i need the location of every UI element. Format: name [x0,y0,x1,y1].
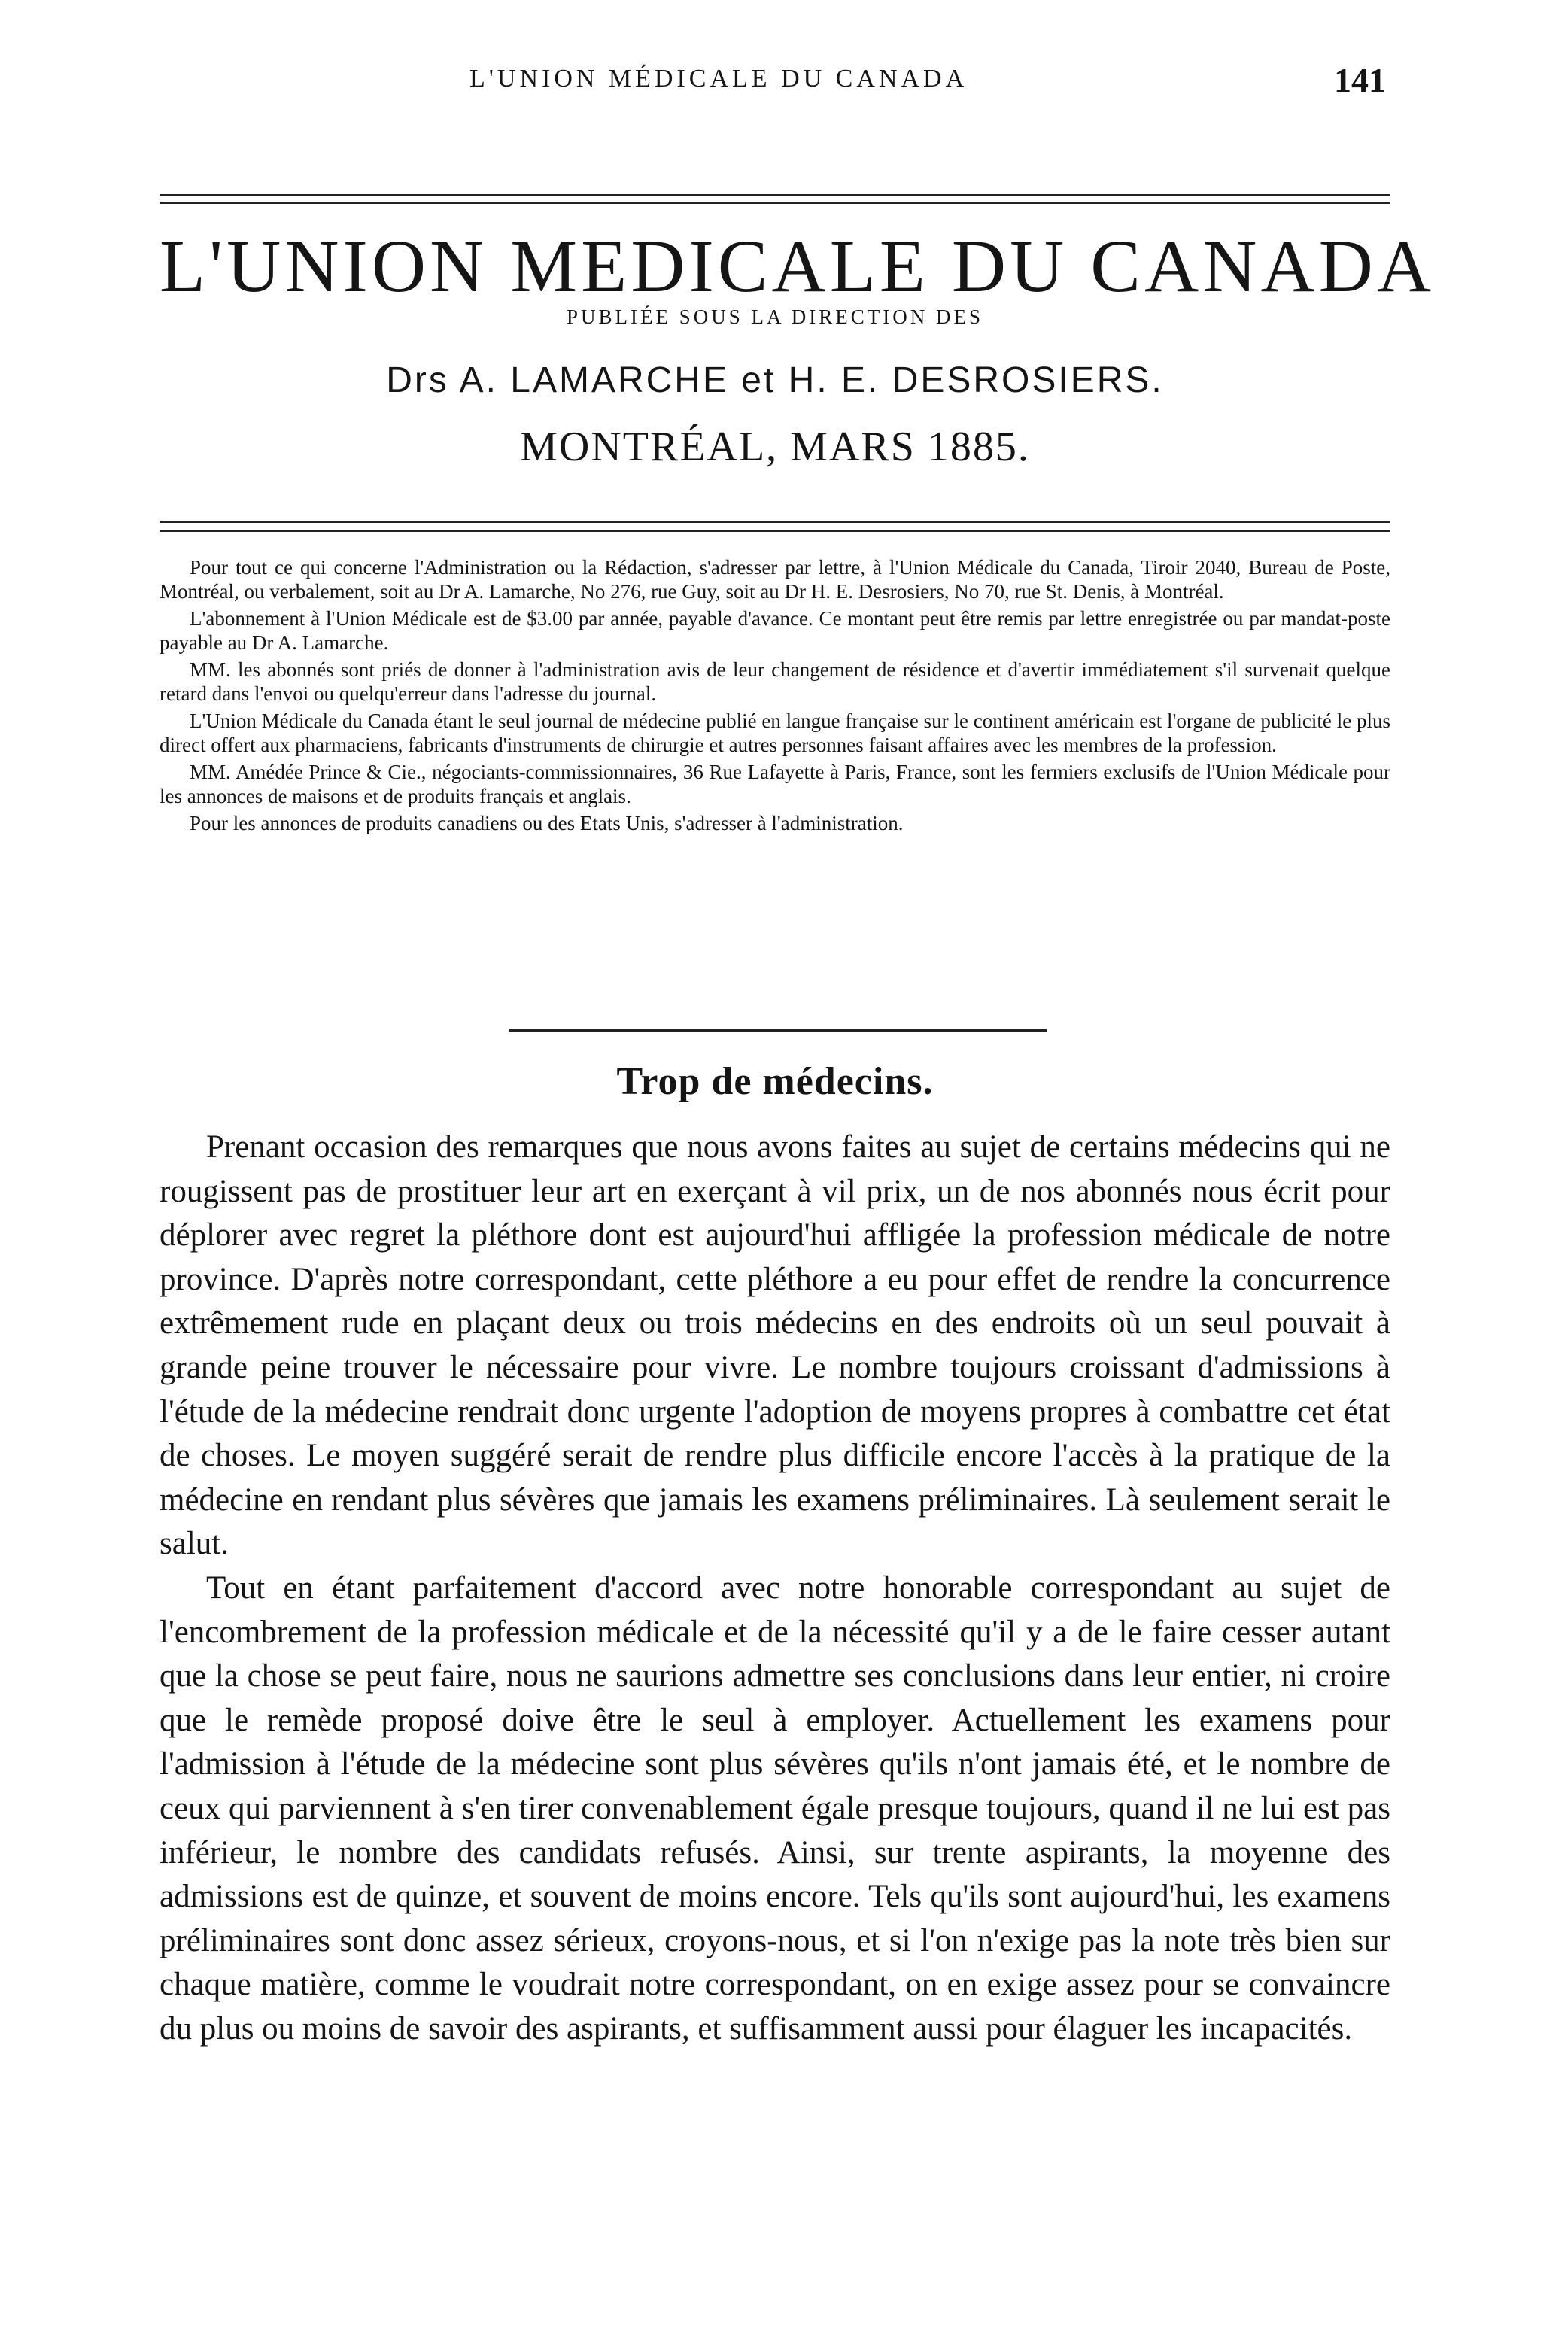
masthead-top-rule-1 [160,194,1390,196]
notice-paragraph: Pour tout ce qui concerne l'Administration ou la Rédaction, s'adresser par lettre, à l'Union Médicale du Canada, Tiroir 2040, Bureau de Poste, Montréal, ou verbalement, soit au Dr A. Lamarche, No 276, rue Guy, soit au Dr H. E. Desrosiers, No 70, rue St. Denis, à Montréal. [160,556,1390,603]
masthead-subtitle: PUBLIÉE SOUS LA DIRECTION DES [566,305,983,328]
article-body [160,1126,1390,2051]
section-divider [509,1029,1047,1032]
masthead-editors: Drs A. LAMARCHE et H. E. DESROSIERS. [386,360,1164,400]
masthead-title: L'UNION MEDICALE DU CANADA [160,224,1436,308]
notice-paragraph: MM. les abonnés sont priés de donner à l'administration avis de leur changement de résidence et d'avertir immédiatement s'il survenait quelque retard dans l'envoi ou quelqu'erreur dans l'adresse du journal. [160,658,1390,705]
notices-block [160,555,1390,838]
running-head [160,61,1390,102]
running-title: L'UNION MÉDICALE DU CANADA [469,65,968,93]
article-paragraph: Prenant occasion des remarques que nous avons faites au sujet de certains médecins qui ne rougissent pas de prostituer leur art en exerçant à vil prix, un de nos abonnés nous écrit pour déplorer avec regret la pléthore dont est aujourd'hui affligée la profession médicale de notre province. D'après notre correspondant, cette pléthore a eu pour effet de rendre la concurrence extrêmement rude en plaçant deux ou trois médecins en des endroits où un seul pouvait à grande peine trouver le nécessaire pour vivre. Le nombre toujours croissant d'admissions à l'étude de la médecine rendrait donc urgente l'adoption de moyens propres à combattre cet état de choses. Le moyen suggéré serait de rendre plus difficile encore l'accès à la pratique de la médecine en rendant plus sévères que jamais les examens préliminaires. Là seulement serait le salut. [160,1129,1390,1562]
masthead-place-date: MONTRÉAL, MARS 1885. [520,424,1030,470]
notice-paragraph: L'Union Médicale du Canada étant le seul journal de médecine publié en langue française sur le continent américain est l'organe de publicité le plus direct offert aux pharmaciens, fabricants d'instruments de chirurgie et autres personnes faisant affaires avec les membres de la profession. [160,710,1390,756]
notice-paragraph: MM. Amédée Prince & Cie., négociants-commissionnaires, 36 Rue Lafayette à Paris, France, sont les fermiers exclusifs de l'Union Médicale pour les annonces de maisons et de produits français et anglais. [160,761,1390,807]
masthead-bottom-rule-2 [160,530,1390,532]
notice-paragraph: L'abonnement à l'Union Médicale est de $3.00 par année, payable d'avance. Ce montant peut être remis par lettre enregistrée ou par mandat-poste payable au Dr A. Lamarche. [160,607,1390,654]
page-number: 141 [1334,61,1386,99]
article-paragraph: Tout en étant parfaitement d'accord avec notre honorable correspondant au sujet de l'encombrement de la profession médicale et de la nécessité qu'il y a de le faire cesser autant que la chose se peut faire, nous ne saurions admettre ses conclusions dans leur entier, ni croire que le remède proposé doive être le seul à employer. Actuellement les examens pour l'admission à l'étude de la médecine sont plus sévères qu'ils n'ont jamais été, et le nombre de ceux qui parviennent à s'en tirer convenablement égale presque toujours, quand il ne lui est pas inférieur, le nombre des candidats refusés. Ainsi, sur trente aspirants, la moyenne des admissions est de quinze, et souvent de moins encore. Tels qu'ils sont aujourd'hui, les examens préliminaires sont donc assez sérieux, croyons-nous, et si l'on n'exige pas la note très bien sur chaque matière, comme le voudrait notre correspondant, on en exige assez pour se convaincre du plus ou moins de savoir des aspirants, et suffisamment aussi pour élaguer les incapacités. [160,1570,1390,2047]
masthead-top-rule-2 [160,202,1390,204]
article-title: Trop de médecins. [616,1060,934,1103]
masthead-bottom-rule-1 [160,521,1390,523]
notice-paragraph: Pour les annonces de produits canadiens ou des Etats Unis, s'adresser à l'administration. [190,812,904,834]
